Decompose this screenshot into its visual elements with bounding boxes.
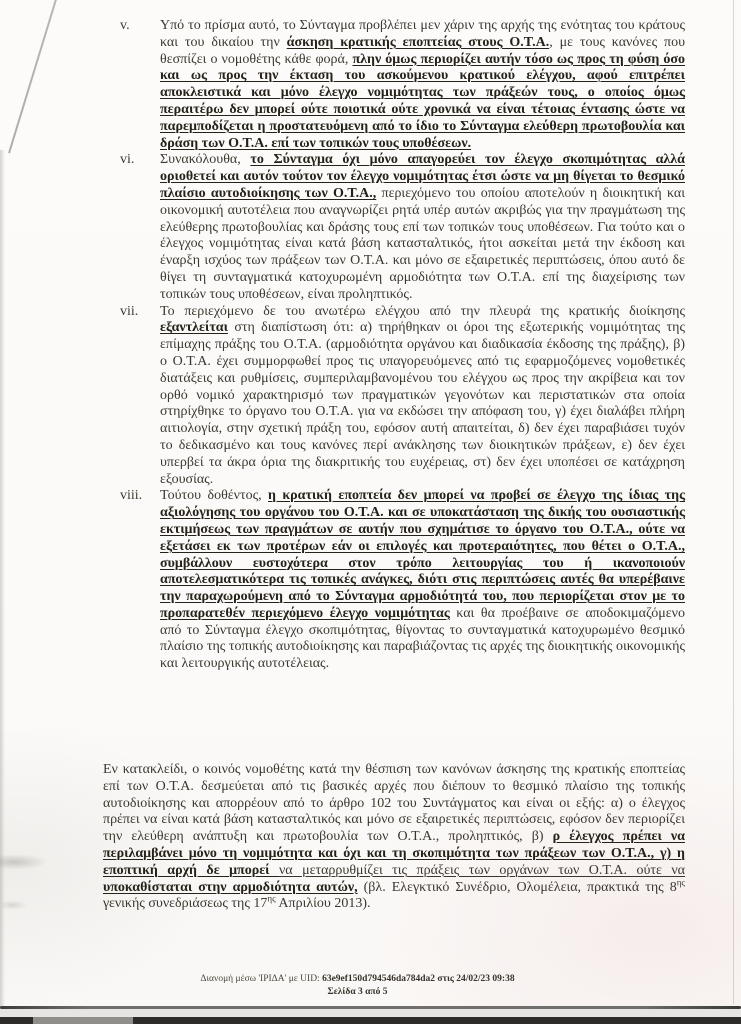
scan-smudge <box>2 900 28 910</box>
list-item-v <box>120 18 685 152</box>
item-number: v. <box>120 18 130 33</box>
item-body: Τούτου δοθέντος, η κρατική εποπτεία δεν μπορεί να προβεί σε έλεγχο της ίδιας της αξιολόγησης του οργάνου του Ο.Τ.Α. και σε υποκατάσταση της δικής του ουσιαστικής εκτιμήσεως των πραγμάτων σε αυτήν που σχημάτισε το όργανο του Ο.Τ.Α., ούτε να εξετάσει εκ των προτέρων εάν οι επιλογές και προτεραιότητες, που θέτει ο Ο.Τ.Α., συμβάλλουν ευστοχότερα στον τρόπο λειτουργίας του ή ικανοποιούν αποτελεσματικότερα τις τοπικές ανάγκες, διότι στις περιπτώσεις αυτές θα υπερέβαινε την παραχωρούμενη από το Σύνταγμα αρμοδιότητά του, που περιορίζεται στον με το προπαρατεθέν περιεχόμενο έλεγχο νομιμότητας και θα προέβαινε σε αποδοκιμαζόμενο από το Σύνταγμα έλεγχο σκοπιμότητας, θίγοντας το συνταγματικά κατοχυρωμένο θεσμικό πλαίσιο της τοπικής αυτοδιοίκησης και παραβιάζοντας τις αρχές της διοικητικής οικονομικής και λειτουργικής αυτοτέλειας. <box>160 488 685 672</box>
item-number: viii. <box>120 488 143 504</box>
item-number: vii. <box>120 303 139 319</box>
item-number: vi. <box>120 152 135 168</box>
page-fold-crease <box>8 0 57 153</box>
list-item-viii <box>120 488 685 673</box>
scanner-background-bar-light-segment <box>33 1017 133 1024</box>
scanner-gap <box>0 1009 741 1017</box>
numbered-list <box>120 18 685 673</box>
scan-smudge <box>0 854 48 870</box>
list-item-vi <box>120 152 685 303</box>
item-body: Συνακόλουθα, το Σύνταγμα όχι μόνο απαγορεύει τον έλεγχο σκοπιμότητας αλλά οριοθετεί και αυτόν τούτον τον έλεγχο νομιμότητας έτσι ώστε να μη θίγεται το θεσμικό πλαίσιο αυτοδιοίκησης των Ο.Τ.Α., περιεχόμενο του οποίου αποτελούν η διοικητική και οικονομική αυτοτέλεια που αναγνωρίζει ρητά υπέρ αυτών ακριβώς για την πραγμάτωση της ελεύθερης πρωτοβουλίας και δράσης τους επί των τοπικών τους υποθέσεων. Για τούτο και ο έλεγχος νομιμότητας είναι κατά βάση κατασταλτικός, ήτοι ασκείται μετά την έκδοση και έναρξη ισχύος των πράξεων των Ο.Τ.Α. και μόνο σε εξαιρετικές περιπτώσεις, όπου αυτό δε θίγει τη συνταγματικά κατοχυρωμένη αρμοδιότητα των Ο.Τ.Α. επί της διαχείρισης των τοπικών τους υποθέσεων, είναι προληπτικός. <box>160 152 685 302</box>
footer-distribution-line: Διανομή μέσω 'ΙΡΙΔΑ' με UID: 63e9ef150d794546da784da2 στις 24/02/23 09:38 <box>200 974 515 984</box>
closing-paragraph: Εν κατακλείδι, ο κοινός νομοθέτης κατά την θέσπιση των κανόνων άσκησης της κρατικής εποπτείας επί των Ο.Τ.Α. δεσμεύεται από τις βασικές αρχές που διέπουν το θεσμικό πλαίσιο της τοπικής αυτοδιοίκησης και απορρέουν από το άρθρο 102 του Συντάγματος και είναι οι εξής: α) ο έλεγχος πρέπει να είναι κατά βάση κατασταλτικός και μόνο σε εξαιρετικές περιπτώσεις, εφόσον δεν περιορίζει την ελεύθερη ανάπτυξη και πρωτοβουλία των Ο.Τ.Α., προληπτικός, β) ρ έλεγχος πρέπει να περιλαμβάνει μόνο τη νομιμότητα και όχι και τη σκοπιμότητα των πράξεων των Ο.Τ.Α., γ) η εποπτική αρχή δε μπορεί να μεταρρυθμίζει τις πράξεις των οργάνων των Ο.Τ.Α. ούτε να υποκαθίσταται στην αρμοδιότητα αυτών, (βλ. Ελεγκτικό Συνέδριο, Ολομέλεια, πρακτικά της $8^{\eta\varsigma}$ γενικής συνεδριάσεως της $17^{\eta\varsigma}$ Απριλίου 2013). <box>103 762 686 912</box>
list-item-vii <box>120 304 685 489</box>
page-footer <box>0 973 728 998</box>
item-body: Υπό το πρίσμα αυτό, το Σύνταγμα προβλέπει μεν χάριν της αρχής της ενότητας του κράτους και του δικαίου την άσκηση κρατικής εποπτείας στους Ο.Τ.Α., με τους κανόνες που θεσπίζει ο νομοθέτης κάθε φορά, πλην όμως περιορίζει αυτήν τόσο ως προς τη φύση όσο και ως προς την έκταση του ασκούμενου κρατικού ελέγχου, αφού επιτρέπει αποκλειστικά και μόνο έλεγχο νομιμότητας των πράξεών τους, ο οποίος όμως περαιτέρω δεν μπορεί ούτε ποιοτικά ούτε χρονικά να είναι τέτοιας έντασης ώστε να παρεμποδίζεται η προστατευόμενη από το ίδιο το Σύνταγμα ελεύθερη πρωτοβουλία και δράση των Ο.Τ.Α. επί των τοπικών τους υποθέσεων. <box>160 18 686 151</box>
item-body: Το περιεχόμενο δε του ανωτέρω ελέγχου από την πλευρά της κρατικής διοίκησης εξαντλείται στη διαπίστωση ότι: α) τηρήθηκαν οι όροι της εξωτερικής νομιμότητας της επίμαχης πράξης του Ο.Τ.Α. (αρμοδιότητα οργάνου και διαδικασία έκδοσης της πράξης), β) ο Ο.Τ.Α. έχει συμμορφωθεί προς τις υπαγορευόμενες από τις εφαρμοζόμενες νομοθετικές διατάξεις και ρυθμίσεις, συμπεριλαμβανομένου του ελέγχου ως προς την ακρίβεια και τον ορθό νομικό χαρακτηρισμό των πραγματικών γεγονότων και περιστατικών στα οποία στηρίχθηκε το όργανο του Ο.Τ.Α. για να εκδώσει την απόφαση του, γ) έχει διαλάβει πλήρη αιτιολογία, στην σχετική πράξη του, εφόσον αυτή απαιτείται, δ) δεν έχει παραβιάσει τυχόν το δεδικασμένο και τους κανόνες περί ανάκλησης των διοικητικών πράξεων, ε) δεν έχει υπερβεί τα άκρα όρια της διακριτικής του ευχέρειας, στ) δεν έχει υποπέσει σε κατάχρηση εξουσίας. <box>160 303 685 487</box>
footer-page-number: Σελίδα 3 από 5 <box>327 986 388 997</box>
right-edge-scan-line <box>733 0 734 1004</box>
left-edge-scan-shadow <box>0 150 5 1010</box>
